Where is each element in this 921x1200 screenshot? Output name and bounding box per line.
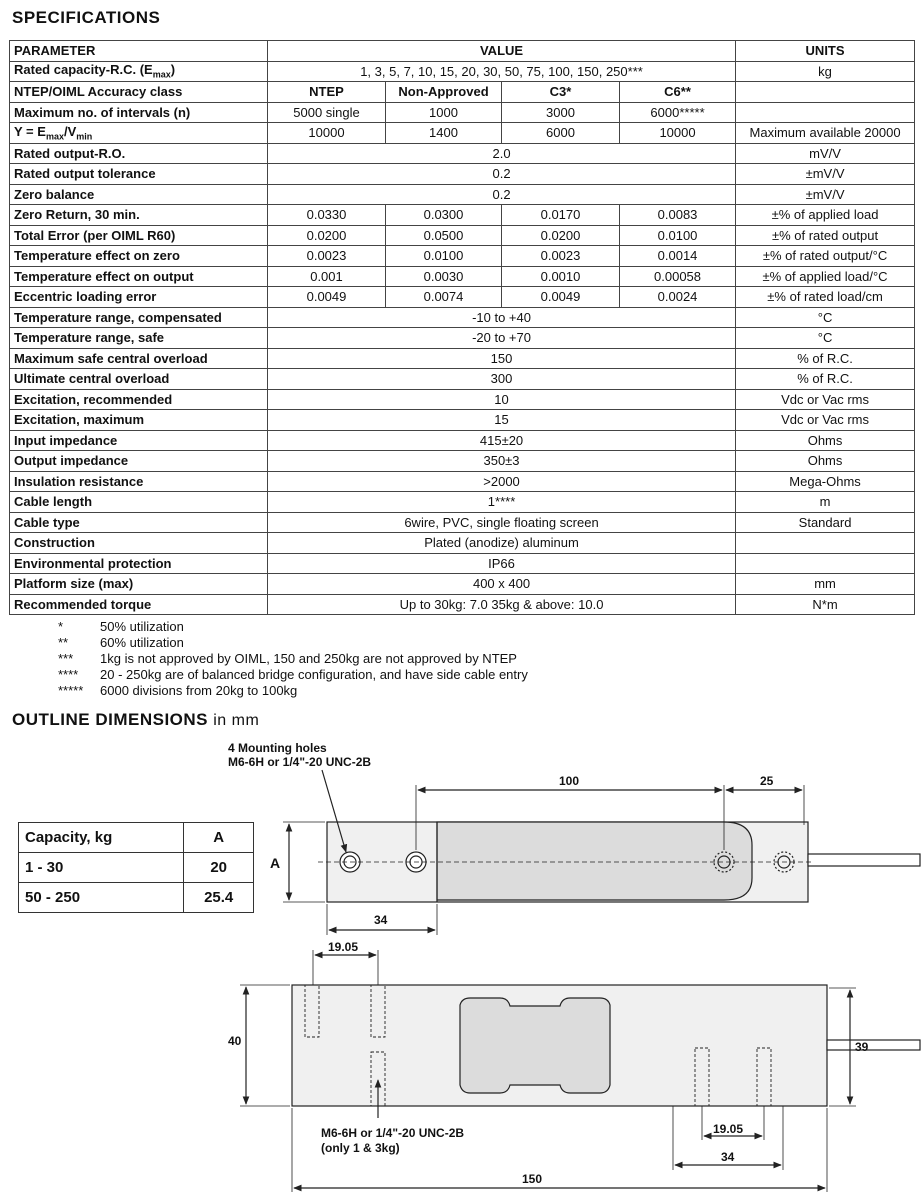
value-cell: 0.0030: [386, 266, 502, 287]
units-cell: Ohms: [736, 430, 915, 451]
value-cell: -10 to +40: [268, 307, 736, 328]
value-cell: 1, 3, 5, 7, 10, 15, 20, 30, 50, 75, 100, 150, 250***: [268, 61, 736, 82]
value-cell: 6wire, PVC, single floating screen: [268, 512, 736, 533]
units-cell: ±mV/V: [736, 184, 915, 205]
parameter-cell: NTEP/OIML Accuracy class: [10, 82, 268, 103]
parameter-cell: Excitation, recommended: [10, 389, 268, 410]
side-view-cutout: [460, 998, 610, 1093]
value-cell: 0.0023: [268, 246, 386, 267]
a-cell: 20: [184, 853, 254, 883]
units-header: UNITS: [736, 41, 915, 62]
value-cell: 0.0200: [502, 225, 620, 246]
dim-39: 39: [855, 1040, 869, 1054]
units-cell: mV/V: [736, 143, 915, 164]
units-cell: N*m: [736, 594, 915, 615]
capacity-cell: 1 - 30: [19, 853, 184, 883]
value-cell: 10: [268, 389, 736, 410]
units-cell: Standard: [736, 512, 915, 533]
parameter-cell: Zero Return, 30 min.: [10, 205, 268, 226]
value-cell: 10000: [268, 123, 386, 144]
units-cell: ±% of rated output/°C: [736, 246, 915, 267]
value-cell: 6000*****: [620, 102, 736, 123]
value-cell: 0.0100: [386, 246, 502, 267]
units-cell: Vdc or Vac rms: [736, 410, 915, 431]
units-cell: Maximum available 20000: [736, 123, 915, 144]
footnote-text: 1kg is not approved by OIML, 150 and 250kg are not approved by NTEP: [100, 651, 517, 666]
value-cell: 0.0014: [620, 246, 736, 267]
units-cell: °C: [736, 307, 915, 328]
a-cell: 25.4: [184, 883, 254, 913]
value-cell: 0.2: [268, 164, 736, 185]
parameter-cell: Excitation, maximum: [10, 410, 268, 431]
dim-100: 100: [559, 774, 580, 788]
value-header: VALUE: [268, 41, 736, 62]
parameter-cell: $Y = E_{max}/V_{min}$: [10, 123, 268, 144]
thread-line2: (only 1 & 3kg): [321, 1141, 400, 1155]
units-cell: ±% of applied load/°C: [736, 266, 915, 287]
value-cell: 0.001: [268, 266, 386, 287]
footnote-mark: **: [58, 635, 69, 650]
footnote-text: 60% utilization: [100, 635, 184, 650]
value-cell: 0.0170: [502, 205, 620, 226]
parameter-cell: Rated output-R.O.: [10, 143, 268, 164]
value-cell: 415±20: [268, 430, 736, 451]
dim-40: 40: [228, 1034, 242, 1048]
parameter-cell: Ultimate central overload: [10, 369, 268, 390]
value-cell: >2000: [268, 471, 736, 492]
value-cell: 0.0100: [620, 225, 736, 246]
mounting-holes-line2: M6-6H or 1/4"-20 UNC-2B: [228, 755, 372, 769]
value-cell: 150: [268, 348, 736, 369]
value-cell: Up to 30kg: 7.0 35kg & above: 10.0: [268, 594, 736, 615]
parameter-cell: Rated output tolerance: [10, 164, 268, 185]
dim-34-top: 34: [374, 913, 388, 927]
mounting-holes-label: [228, 741, 371, 769]
outline-unit: in mm: [213, 712, 260, 729]
mounting-holes-line1: 4 Mounting holes: [228, 741, 327, 755]
parameter-cell: Eccentric loading error: [10, 287, 268, 308]
value-cell: 0.0024: [620, 287, 736, 308]
footnote-text: 6000 divisions from 20kg to 100kg: [100, 683, 298, 698]
parameter-cell: Recommended torque: [10, 594, 268, 615]
value-cell: 0.0074: [386, 287, 502, 308]
value-cell: 1000: [386, 102, 502, 123]
value-cell: 1****: [268, 492, 736, 513]
value-cell: 350±3: [268, 451, 736, 472]
value-cell: Plated (anodize) aluminum: [268, 533, 736, 554]
footnote-mark: ***: [58, 651, 74, 666]
value-cell: 0.0010: [502, 266, 620, 287]
value-cell: IP66: [268, 553, 736, 574]
a-header: A: [184, 823, 254, 853]
parameter-cell: Output impedance: [10, 451, 268, 472]
value-cell: NTEP: [268, 82, 386, 103]
cable: [808, 854, 920, 866]
parameter-cell: Maximum safe central overload: [10, 348, 268, 369]
parameter-cell: Maximum no. of intervals (n): [10, 102, 268, 123]
units-cell: kg: [736, 61, 915, 82]
outline-title-text: OUTLINE DIMENSIONS: [12, 710, 209, 729]
parameter-cell: Construction: [10, 533, 268, 554]
footnote-mark: *: [58, 619, 64, 634]
value-cell: Non-Approved: [386, 82, 502, 103]
parameter-cell: Total Error (per OIML R60): [10, 225, 268, 246]
side-cable: [827, 1040, 920, 1050]
value-cell: 10000: [620, 123, 736, 144]
units-cell: m: [736, 492, 915, 513]
dim-25: 25: [760, 774, 774, 788]
dim-34-bottom: 34: [721, 1150, 735, 1164]
parameter-header: PARAMETER: [10, 41, 268, 62]
units-cell: Mega-Ohms: [736, 471, 915, 492]
value-cell: C3*: [502, 82, 620, 103]
units-cell: ±mV/V: [736, 164, 915, 185]
value-cell: 3000: [502, 102, 620, 123]
dim-a: A: [270, 855, 281, 871]
capacity-cell: 50 - 250: [19, 883, 184, 913]
value-cell: 5000 single: [268, 102, 386, 123]
parameter-cell: Temperature range, compensated: [10, 307, 268, 328]
value-cell: 6000: [502, 123, 620, 144]
footnote-text: 20 - 250kg are of balanced bridge configuration, and have side cable entry: [100, 667, 528, 682]
specifications-title: SPECIFICATIONS: [12, 8, 161, 27]
units-cell: mm: [736, 574, 915, 595]
value-cell: C6**: [620, 82, 736, 103]
top-view-recess: [437, 822, 752, 900]
parameter-cell: Insulation resistance: [10, 471, 268, 492]
parameter-cell: Input impedance: [10, 430, 268, 451]
value-cell: 15: [268, 410, 736, 431]
value-cell: -20 to +70: [268, 328, 736, 349]
thread-label: [321, 1126, 464, 1156]
value-cell: 0.00058: [620, 266, 736, 287]
parameter-cell: Cable length: [10, 492, 268, 513]
value-cell: 1400: [386, 123, 502, 144]
units-cell: ±% of rated load/cm: [736, 287, 915, 308]
capacity-header: Capacity, kg: [19, 823, 184, 853]
units-cell: % of R.C.: [736, 369, 915, 390]
parameter-cell: Temperature effect on zero: [10, 246, 268, 267]
value-cell: 2.0: [268, 143, 736, 164]
parameter-cell: Zero balance: [10, 184, 268, 205]
thread-line1: M6-6H or 1/4"-20 UNC-2B: [321, 1126, 465, 1140]
footnote-mark: ****: [58, 667, 79, 682]
parameter-cell: Platform size (max): [10, 574, 268, 595]
value-cell: 0.0330: [268, 205, 386, 226]
parameter-cell: Temperature effect on output: [10, 266, 268, 287]
value-cell: 0.2: [268, 184, 736, 205]
units-cell: Vdc or Vac rms: [736, 389, 915, 410]
value-cell: 0.0300: [386, 205, 502, 226]
value-cell: 0.0200: [268, 225, 386, 246]
value-cell: 0.0049: [268, 287, 386, 308]
value-cell: 400 x 400: [268, 574, 736, 595]
parameter-cell: Rated capacity-R.C. $(E_{max})$: [10, 61, 268, 82]
dim-150: 150: [522, 1172, 543, 1186]
units-cell: % of R.C.: [736, 348, 915, 369]
value-cell: 0.0023: [502, 246, 620, 267]
units-cell: Ohms: [736, 451, 915, 472]
dim-19-05-top: 19.05: [328, 940, 359, 954]
parameter-cell: Cable type: [10, 512, 268, 533]
units-cell: °C: [736, 328, 915, 349]
parameter-cell: Environmental protection: [10, 553, 268, 574]
parameter-cell: Temperature range, safe: [10, 328, 268, 349]
dim-19-05-bottom: 19.05: [713, 1122, 744, 1136]
value-cell: 0.0049: [502, 287, 620, 308]
units-cell: ±% of rated output: [736, 225, 915, 246]
value-cell: 0.0500: [386, 225, 502, 246]
value-cell: 300: [268, 369, 736, 390]
value-cell: 0.0083: [620, 205, 736, 226]
footnote-text: 50% utilization: [100, 619, 184, 634]
units-cell: ±% of applied load: [736, 205, 915, 226]
footnote-mark: *****: [58, 683, 84, 698]
